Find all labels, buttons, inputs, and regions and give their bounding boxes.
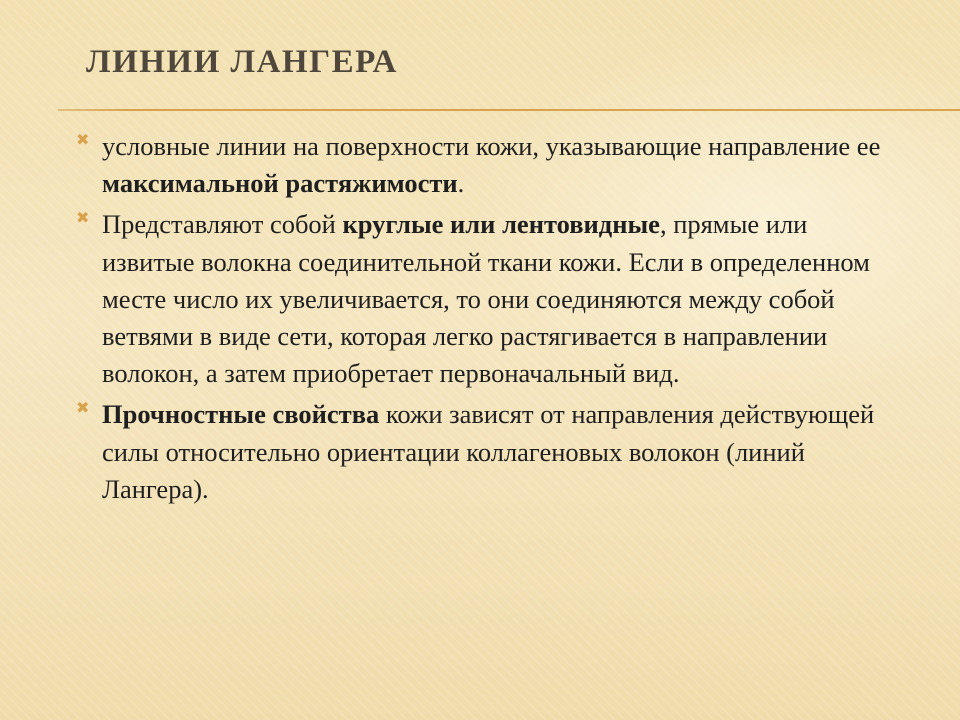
bullet-x-icon: ✖	[76, 398, 90, 418]
bullet-2-text-b: , прямые или извитые волокна соединительной ткани кожи. Если в определенном месте число их увеличивается, то они соединяются между собой ветвями в виде сети, которая легко растягивается в направлении волокон, а затем приобретает первоначальный вид.	[102, 209, 870, 389]
bullet-list	[76, 128, 896, 512]
bullet-item-2	[76, 206, 896, 392]
title-divider	[58, 109, 960, 111]
bullet-1-text-b: .	[457, 168, 465, 199]
bullet-x-icon: ✖	[76, 130, 90, 149]
slide-title: ЛИНИИ ЛАНГЕРА	[86, 44, 398, 80]
bullet-2-text-a: Представляют собой	[102, 209, 343, 240]
bullet-3-bold: Прочностные свойства	[102, 399, 380, 430]
bullet-3-text-a: кожи зависят от направления действующей силы относительно ориентации коллагеновых волокон (линий Лангера).	[102, 399, 875, 504]
bullet-1-text-a: условные линии на поверхности кожи, указывающие направление ее	[102, 131, 881, 161]
bullet-item-3	[76, 396, 896, 508]
bullet-2-bold: круглые или лентовидные	[342, 209, 660, 240]
bullet-x-icon: ✖	[76, 208, 90, 228]
bullet-item-1	[76, 128, 896, 202]
bullet-1-bold: максимальной растяжимости	[102, 168, 458, 199]
